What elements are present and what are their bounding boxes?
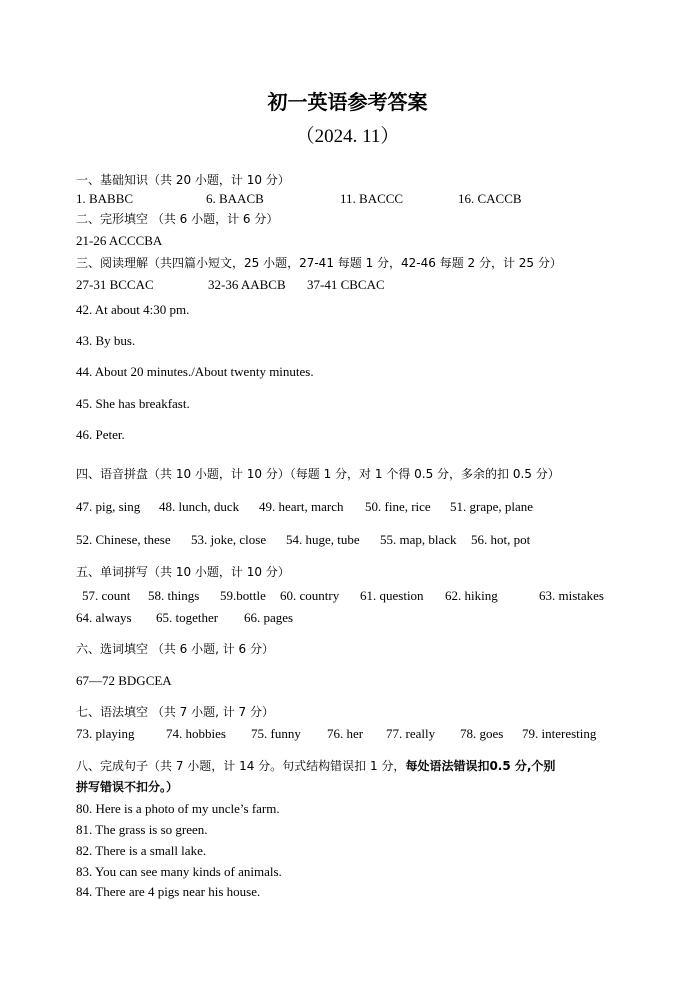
- answer-group: 27-31 BCCAC: [76, 277, 154, 292]
- answer-item: 63. mistakes: [539, 588, 604, 603]
- short-answer: 45. She has breakfast.: [76, 396, 190, 411]
- short-answer: 46. Peter.: [76, 427, 125, 442]
- answer-item: 61. question: [360, 588, 424, 603]
- completed-sentence: 83. You can see many kinds of animals.: [76, 864, 282, 879]
- short-answer: 44. About 20 minutes./About twenty minutes.: [76, 364, 314, 379]
- section-3-heading: 三、阅读理解（共四篇小短文，25 小题，27-41 每题 1 分，42-46 每题 2 分，计 25 分）: [76, 256, 562, 270]
- answer-item: 75. funny: [251, 726, 301, 741]
- answer-item: 74. hobbies: [166, 726, 226, 741]
- answer-item: 79. interesting: [522, 726, 597, 741]
- answer-item: 55. map, black: [380, 532, 457, 547]
- answer-item: 56. hot, pot: [471, 532, 531, 547]
- answer-item: 50. fine, rice: [365, 499, 431, 514]
- section-8-heading-text: 八、完成句子（共 7 小题，计 14 分。句式结构错误扣 1 分，: [76, 759, 406, 773]
- completed-sentence: 81. The grass is so green.: [76, 822, 208, 837]
- answer-group: 67—72 BDGCEA: [76, 673, 172, 688]
- section-4-heading: 四、语音拼盘（共 10 小题，计 10 分）（每题 1 分，对 1 个得 0.5 分，多余的扣 0.5 分）: [76, 467, 560, 481]
- document-title: 初一英语参考答案: [267, 90, 428, 114]
- answer-group: 11. BACCC: [340, 191, 404, 206]
- answer-item: 60. country: [280, 588, 340, 603]
- section-7-heading: 七、语法填空 （共 7 小题, 计 7 分）: [76, 705, 274, 719]
- document-date: （2024. 11）: [295, 126, 400, 147]
- answer-item: 66. pages: [244, 610, 294, 625]
- section-2-heading: 二、完形填空 （共 6 小题，计 6 分）: [76, 212, 279, 226]
- completed-sentence: 80. Here is a photo of my uncle’s farm.: [76, 801, 280, 816]
- section-8-heading-continued: [76, 779, 178, 795]
- answer-item: 58. things: [148, 588, 200, 603]
- answer-item: 65. together: [156, 610, 219, 625]
- answer-group: 32-36 AABCB: [208, 277, 286, 292]
- answer-item: 59.bottle: [220, 588, 266, 603]
- section-5-heading: 五、单词拼写（共 10 小题，计 10 分）: [76, 565, 290, 579]
- answer-item: 64. always: [76, 610, 132, 625]
- short-answer: 42. At about 4:30 pm.: [76, 302, 190, 317]
- answer-item: 49. heart, march: [259, 499, 344, 514]
- section-6-heading: 六、选词填空 （共 6 小题, 计 6 分）: [76, 642, 274, 656]
- answer-group: 37-41 CBCAC: [307, 277, 385, 292]
- answer-item: 51. grape, plane: [450, 499, 534, 514]
- answer-item: 52. Chinese, these: [76, 532, 171, 547]
- answer-group: 6. BAACB: [206, 191, 264, 206]
- section-8-heading: [76, 758, 555, 774]
- answer-item: 76. her: [327, 726, 364, 741]
- short-answer: 43. By bus.: [76, 333, 136, 348]
- answer-item: 53. joke, close: [191, 532, 267, 547]
- answer-item: 54. huge, tube: [286, 532, 360, 547]
- answer-item: 57. count: [82, 588, 131, 603]
- answer-item: 78. goes: [460, 726, 504, 741]
- completed-sentence: 82. There is a small lake.: [76, 843, 207, 858]
- answer-group: 16. CACCB: [458, 191, 522, 206]
- answer-item: 62. hiking: [445, 588, 498, 603]
- answer-item: 48. lunch, duck: [159, 499, 240, 514]
- answer-item: 77. really: [386, 726, 436, 741]
- answer-item: 47. pig, sing: [76, 499, 141, 514]
- answer-group: 21-26 ACCCBA: [76, 233, 163, 248]
- section-8-heading-emphasis-2: 拼写错误不扣分。）: [76, 780, 179, 794]
- answer-item: 73. playing: [76, 726, 135, 741]
- answer-group: 1. BABBC: [76, 191, 134, 206]
- completed-sentence: 84. There are 4 pigs near his house.: [76, 884, 261, 899]
- section-8-heading-emphasis: 每处语法错误扣0.5 分,个别: [405, 759, 556, 773]
- section-1-heading: 一、基础知识（共 20 小题，计 10 分）: [76, 173, 290, 187]
